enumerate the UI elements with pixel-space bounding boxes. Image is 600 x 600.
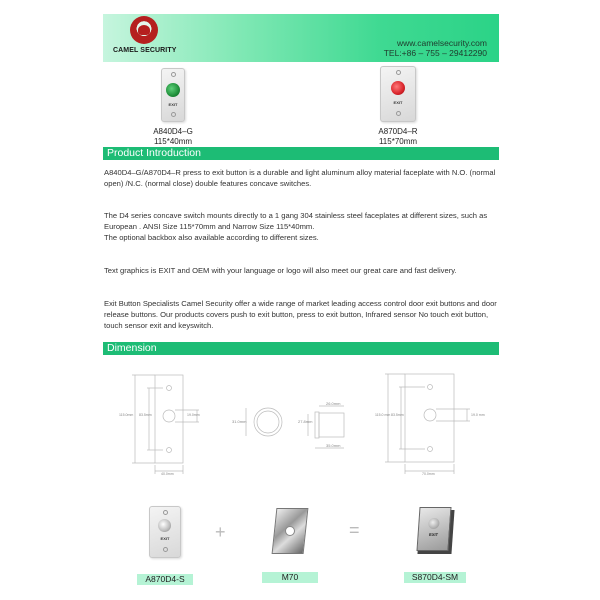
narrow-plate-drawing: 115.0mm 83.5mm 19.0mm 40.0mm (117, 370, 227, 480)
combo-item-a870d4-s (130, 506, 200, 587)
surface-mount-box-image: EXIT (413, 506, 457, 556)
phone-number: TEL:+86 – 755 – 29412290 (383, 48, 487, 58)
green-button-icon (166, 83, 180, 97)
intro-paragraph-2: The D4 series concave switch mounts directly to a 1 gang 304 stainless steel faceplates at different sizes, such as European . ANSI Size 115*70mm and Narrow Size 115*40mm. The optional backbox also available according to different sizes. (104, 211, 488, 242)
contact-info (384, 38, 487, 58)
combo-label: S870D4-SM (404, 572, 466, 583)
product-model: A870D4–R (378, 127, 418, 136)
product-size: 115*70mm (378, 137, 418, 146)
section-dimension: Dimension (103, 342, 499, 355)
product-a840d4-g (143, 68, 203, 147)
exit-plate-image: EXIT (149, 506, 181, 558)
camel-logo-icon (130, 16, 158, 44)
red-button-icon (391, 81, 405, 95)
datasheet-page (103, 0, 499, 600)
equals-icon: = (349, 520, 360, 540)
header-banner (103, 14, 499, 62)
product-a870d4-r (363, 66, 433, 147)
backbox-image (270, 506, 310, 556)
brand-name: CAMEL SECURITY (113, 47, 177, 54)
plus-icon: + (215, 522, 226, 542)
combo-item-s870d4-sm (400, 506, 470, 585)
section-product-introduction: Product Introduction (103, 147, 499, 160)
intro-paragraph-1: A840D4–G/A870D4–R press to exit button is a durable and light aluminum alloy material faceplate with N.O. (normal open) /N.C. (normal close) double features concave switches. (104, 168, 496, 188)
narrow-plate-image: EXIT (161, 68, 185, 122)
wide-plate-image: EXIT (380, 66, 416, 122)
product-size: 115*40mm (153, 137, 193, 146)
switch-drawing: 31.0mm 27.8mm 26.0mm 35.0mm (228, 370, 353, 470)
wide-plate-drawing: 115.0 mm 83.5mm 19.0 mm 70.0mm (375, 370, 495, 480)
combo-label: A870D4-S (137, 574, 192, 585)
intro-paragraph-4: Exit Button Specialists Camel Security offer a wide range of market leading access control door exit buttons and door release buttons. Our products covers push to exit button, press to exit button, Infrared sensor No touch exit button, touch sensor exit and keyswitch. (104, 299, 497, 330)
product-model: A840D4–G (153, 127, 193, 136)
steel-button-icon (158, 519, 171, 532)
company-logo (113, 16, 175, 60)
intro-paragraph-3: Text graphics is EXIT and OEM with your language or logo will also meet our great care and fast delivery. (104, 266, 457, 275)
website-link[interactable]: www.camelsecurity.com (396, 38, 487, 48)
combo-label: M70 (262, 572, 319, 583)
combo-item-m70 (255, 506, 325, 585)
